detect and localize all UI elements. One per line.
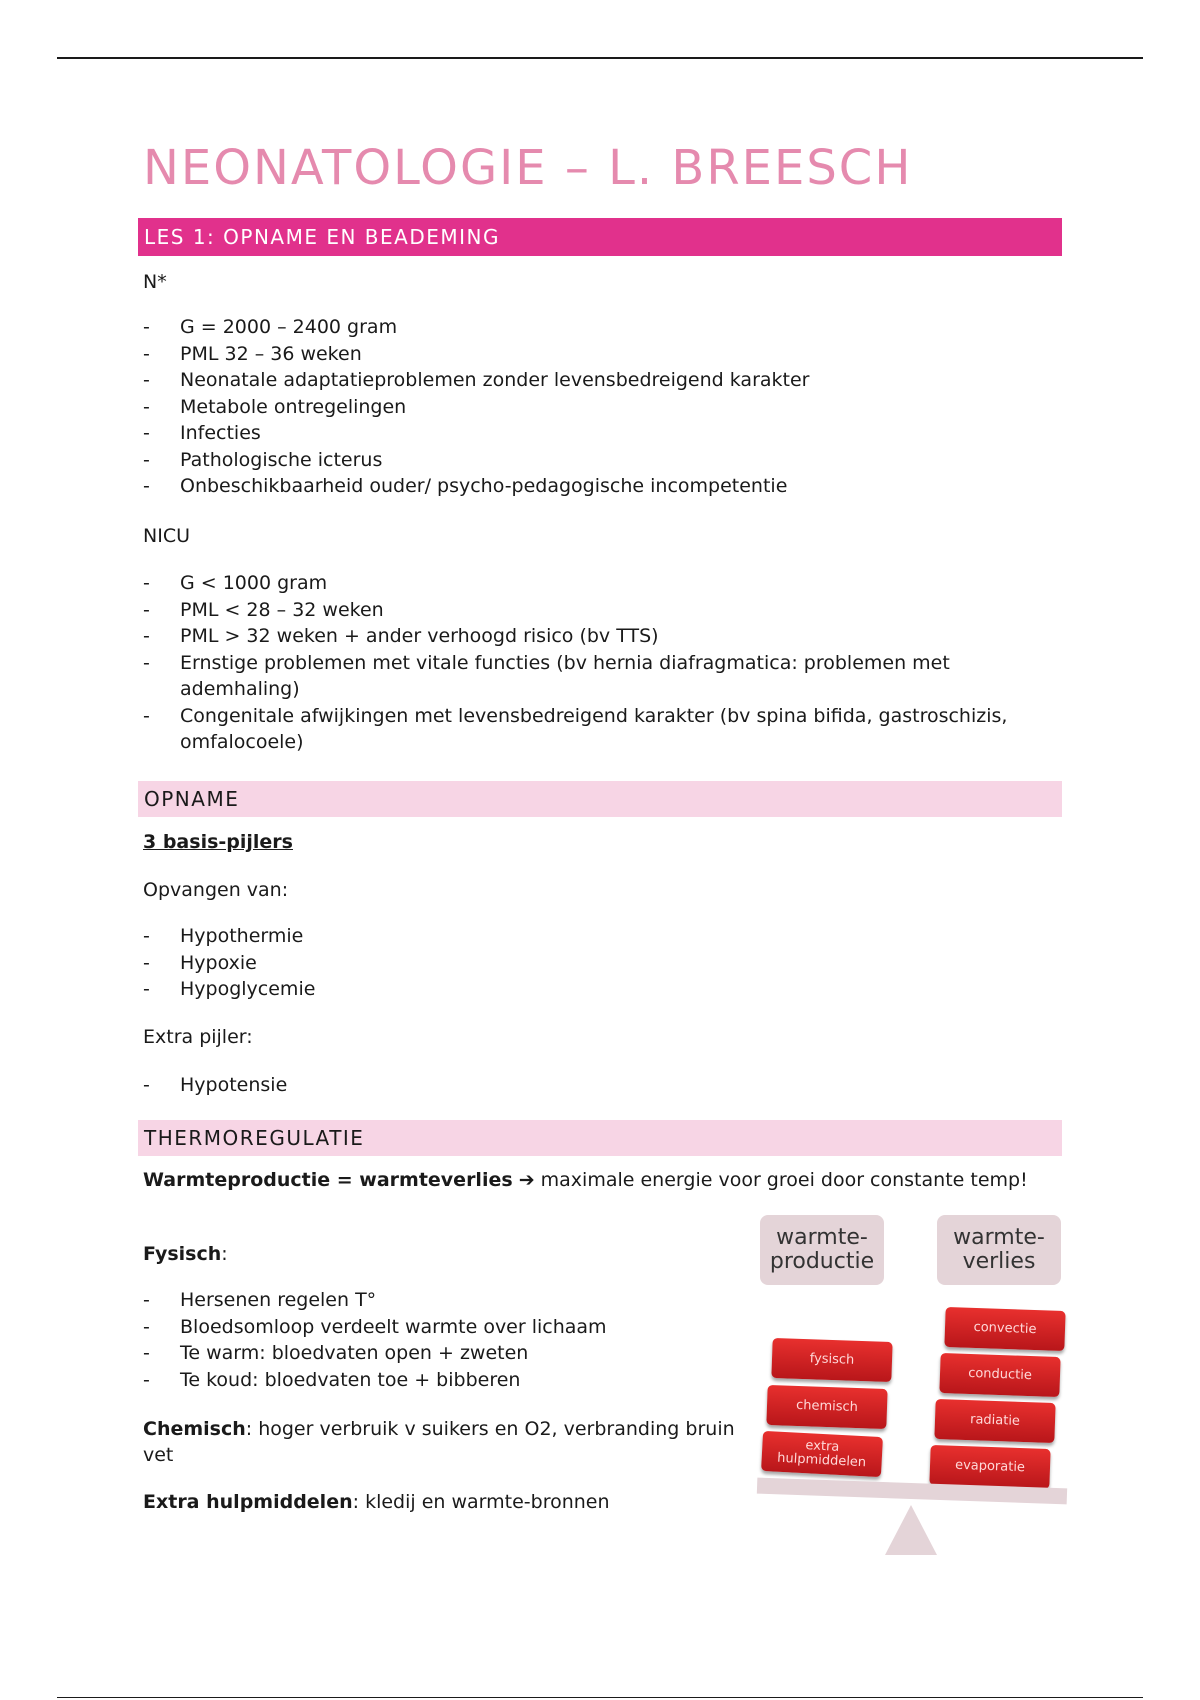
list-item: - Te koud: bloedvaten toe + bibberen [143, 1367, 723, 1394]
list-item: - Onbeschikbaarheid ouder/ psycho-pedagogische incompetentie [143, 473, 1043, 500]
block-evaporatie: evaporatie [929, 1445, 1050, 1489]
list-item: - PML > 32 weken + ander verhoogd risico (bv TTS) [143, 623, 1023, 650]
block-conductie: conductie [939, 1353, 1060, 1397]
list-item: - Hypoglycemie [143, 976, 743, 1003]
list-item: - Congenitale afwijkingen met levensbedreigend karakter (bv spina bifida, gastroschizis, omfalocoele) [143, 703, 1023, 756]
fysisch-list [143, 1287, 723, 1393]
block-fysisch: fysisch [771, 1338, 892, 1382]
warmteverlies-label: warmte- verlies [953, 1225, 1045, 1274]
fysisch-heading [143, 1241, 228, 1267]
thermo-intro-bold: Warmteproductie = warmteverlies [143, 1169, 513, 1191]
block-extra-hulpmiddelen: extra hulpmiddelen [761, 1431, 883, 1477]
warmteproductie-label: warmte- productie [769, 1225, 875, 1274]
warmteverlies-head [937, 1215, 1061, 1285]
list-item: - G = 2000 – 2400 gram [143, 314, 1043, 341]
n-star-list [143, 314, 1043, 500]
list-item: - Hypoxie [143, 950, 743, 977]
document-title: NEONATOLOGIE – L. BREESCH [143, 140, 913, 196]
nicu-label: NICU [143, 525, 190, 547]
footer-rule [57, 1697, 1143, 1698]
opvangen-label: Opvangen van: [143, 879, 289, 901]
list-item: - Hypotensie [143, 1072, 743, 1099]
section-heading-opname: OPNAME [138, 781, 1062, 817]
chemisch-text: : hoger verbruik v suikers en O2, verbranding bruin vet [143, 1418, 735, 1466]
warmteproductie-head [760, 1215, 884, 1285]
nicu-list [143, 570, 1023, 756]
hulpmiddelen-label: Extra hulpmiddelen [143, 1491, 353, 1513]
list-item: - PML < 28 – 32 weken [143, 597, 1023, 624]
list-item: - Hypothermie [143, 923, 743, 950]
list-item: - Te warm: bloedvaten open + zweten [143, 1340, 723, 1367]
list-item: - Hersenen regelen T° [143, 1287, 723, 1314]
section-heading-thermoregulatie: THERMOREGULATIE [138, 1120, 1062, 1156]
header-rule [57, 57, 1143, 59]
list-item: - Metabole ontregelingen [143, 394, 1043, 421]
list-item: - Bloedsomloop verdeelt warmte over lichaam [143, 1314, 723, 1341]
warmte-balans-diagram [755, 1215, 1075, 1565]
list-item: - G < 1000 gram [143, 570, 1023, 597]
chemisch-label: Chemisch [143, 1418, 246, 1440]
list-item: - Pathologische icterus [143, 447, 1043, 474]
hulpmiddelen-paragraph [143, 1489, 743, 1515]
opvangen-list [143, 923, 743, 1003]
fysisch-label: Fysisch [143, 1243, 222, 1265]
n-star-label: N* [143, 271, 167, 293]
extra-pijler-list [143, 1072, 743, 1099]
fysisch-colon: : [221, 1243, 228, 1265]
thermo-intro-rest: ➔ maximale energie voor groei door constante temp! [512, 1169, 1028, 1191]
block-chemisch: chemisch [766, 1385, 887, 1429]
thermo-intro [143, 1167, 1043, 1193]
scale-fulcrum [885, 1505, 937, 1555]
chemisch-paragraph [143, 1416, 743, 1468]
list-item: - Infecties [143, 420, 1043, 447]
section-heading-les1: LES 1: OPNAME EN BEADEMING [138, 218, 1062, 256]
list-item: - PML 32 – 36 weken [143, 341, 1043, 368]
list-item: - Ernstige problemen met vitale functies (bv hernia diafragmatica: problemen met ademhaling) [143, 650, 1023, 703]
block-convectie: convectie [944, 1307, 1065, 1351]
extra-pijler-label: Extra pijler: [143, 1026, 253, 1048]
block-radiatie: radiatie [934, 1399, 1055, 1443]
hulpmiddelen-text: : kledij en warmte-bronnen [352, 1491, 610, 1513]
list-item: - Neonatale adaptatieproblemen zonder levensbedreigend karakter [143, 367, 1043, 394]
basis-pijlers-heading: 3 basis-pijlers [143, 831, 293, 853]
